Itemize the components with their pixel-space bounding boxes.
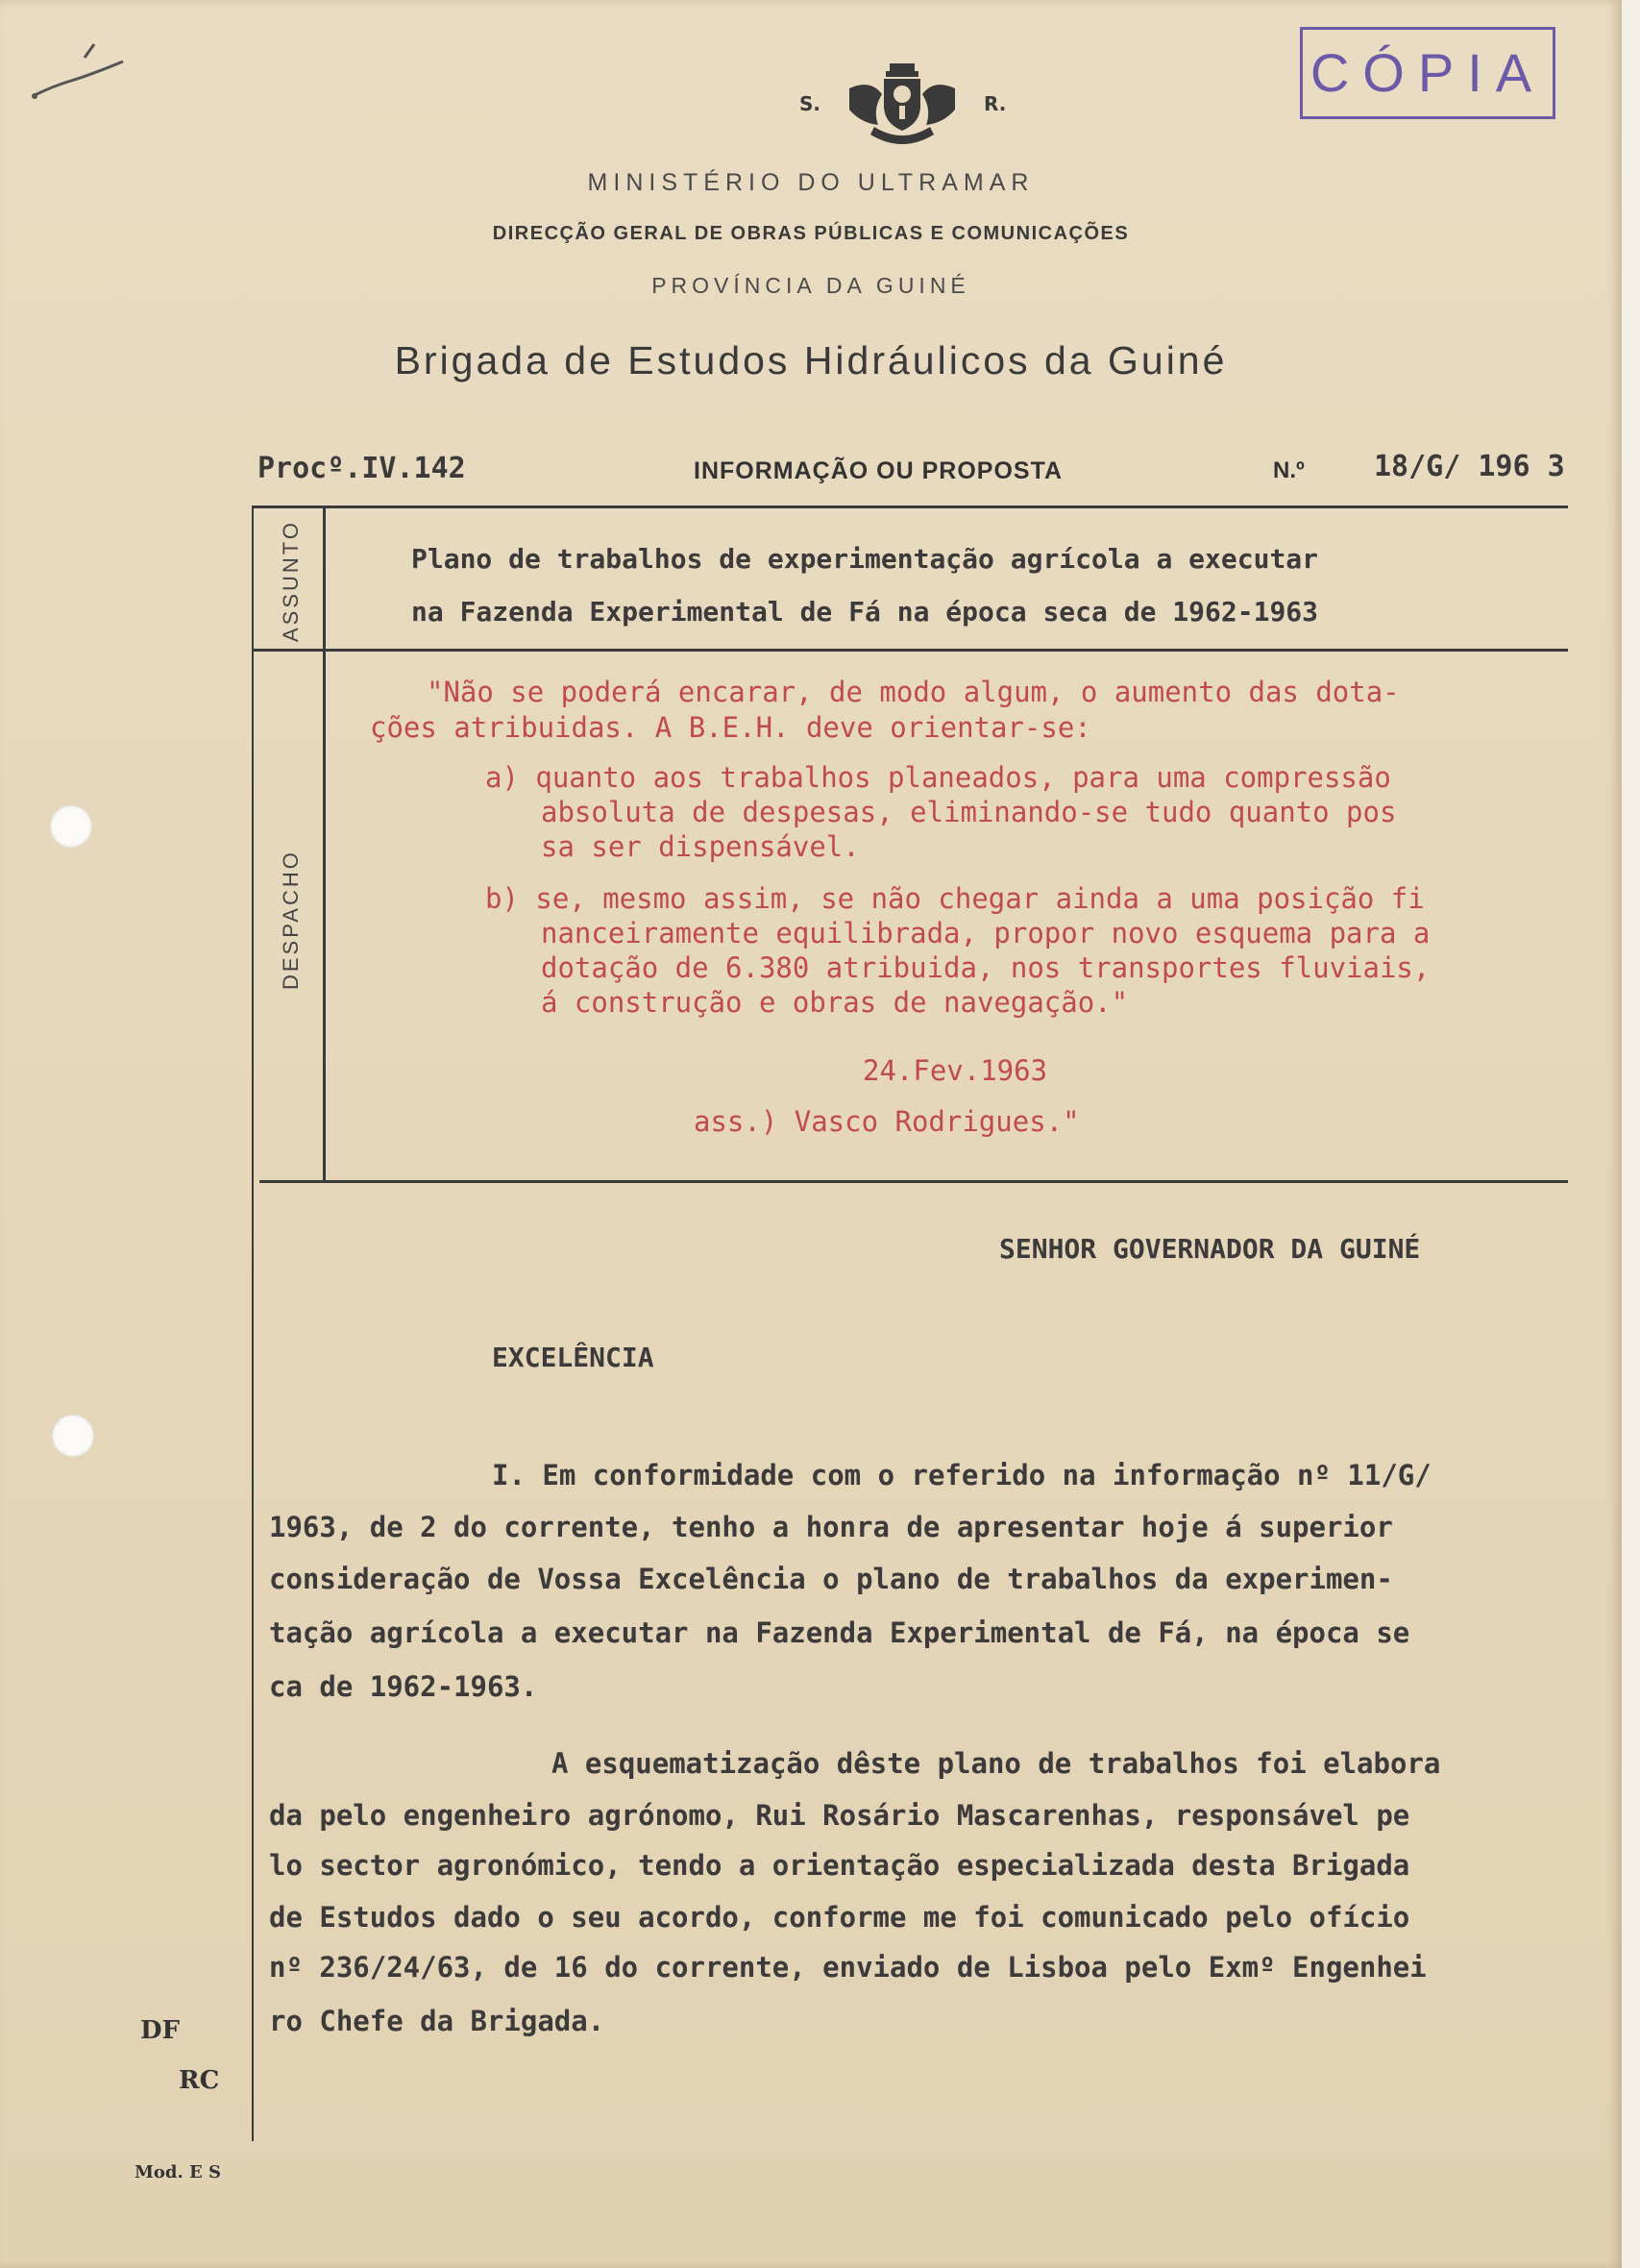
copy-stamp: CÓPIA [1300,27,1555,119]
form-model: Mod. E S [135,2162,222,2182]
despacho-line-4: absoluta de despesas, eliminando-se tudo quanto pos [541,796,1397,828]
s-letter: S. [799,92,821,115]
direccao-title: DIRECÇÃO GERAL DE OBRAS PÚBLICAS E COMUNICAÇÕES [492,223,1130,244]
paragraph1-line-3: consideração de Vossa Excelência o plano de trabalhos da experimen- [269,1563,1393,1595]
number-value: 18/G/ 196 3 [1374,450,1565,483]
despacho-line-6: b) se, mesmo assim, se não chegar ainda a uma posição fi [485,882,1425,915]
addressee: SENHOR GOVERNADOR DA GUINÉ [999,1233,1421,1265]
salutation: EXCELÊNCIA [492,1342,654,1373]
left-margin-rule [252,507,254,2141]
paragraph1-line-4: tação agrícola a executar na Fazenda Experimental de Fá, na época se [269,1616,1410,1649]
paragraph2-line-2: da pelo engenheiro agrónomo, Rui Rosário Mascarenhas, responsável pe [269,1799,1410,1832]
despacho-line-8: dotação de 6.380 atribuida, nos transportes fluviais, [541,951,1431,984]
ministry-title: MINISTÉRIO DO ULTRAMAR [587,169,1035,196]
paragraph2-line-6: ro Chefe da Brigada. [269,2005,605,2037]
despacho-label: DESPACHO [279,850,303,990]
assunto-label: ASSUNTO [279,520,303,642]
paragraph2-line-5: nº 236/24/63, de 16 do corrente, enviado de Lisboa pelo Exmº Engenhei [269,1951,1427,1984]
column-divider [323,507,326,1180]
r-letter: R. [984,92,1007,115]
despacho-line-7: nanceiramente equilibrada, propor novo esquema para a [541,917,1431,949]
despacho-line-2: ções atribuidas. A B.E.H. deve orientar-se: [370,711,1091,744]
despacho-line-3: a) quanto aos trabalhos planeados, para uma compressão [485,761,1391,794]
rule-despacho [259,1180,1568,1183]
process-number: Procº.IV.142 [257,452,466,485]
provincia-title: PROVÍNCIA DA GUINÉ [651,273,970,298]
brigada-title: Brigada de Estudos Hidráulicos da Guiné [394,338,1228,382]
despacho-date: 24.Fev.1963 [863,1054,1048,1087]
despacho-line-9: á construção e obras de navegação." [541,986,1129,1019]
punch-hole-bottom [52,1415,94,1457]
initials-df: DF [140,2016,181,2045]
paragraph1-line-5: ca de 1962-1963. [269,1670,538,1703]
paragraph1-line-2: 1963, de 2 do corrente, tenho a honra de apresentar hoje á superior [269,1511,1393,1543]
assunto-line-1: Plano de trabalhos de experimentação agrícola a executar [411,543,1319,575]
form-title: INFORMAÇÃO OU PROPOSTA [694,457,1064,484]
punch-hole-top [50,805,92,848]
initials-rc: RC [179,2066,220,2095]
paragraph2-line-1: A esquematização dêste plano de trabalhos foi elabora [551,1747,1441,1780]
rule-assunto [252,649,1568,652]
despacho-signature: ass.) Vasco Rodrigues." [694,1105,1080,1138]
rule-top [252,505,1568,508]
despacho-line-1: "Não se poderá encarar, de modo algum, o aumento das dota- [427,676,1400,708]
assunto-line-2: na Fazenda Experimental de Fá na época seca de 1962-1963 [411,596,1319,628]
coat-of-arms-icon [845,60,959,150]
paragraph1-line-1: I. Em conformidade com o referido na informação nº 11/G/ [492,1459,1432,1491]
number-label: N.º [1273,457,1305,483]
page-edge [1622,0,1640,2268]
despacho-line-5: sa ser dispensável. [541,830,860,863]
paragraph2-line-4: de Estudos dado o seu acordo, conforme me foi comunicado pelo ofício [269,1901,1410,1934]
pencil-scribble-icon [27,37,133,104]
paragraph2-line-3: lo sector agronómico, tendo a orientação especializada desta Brigada [269,1849,1410,1882]
